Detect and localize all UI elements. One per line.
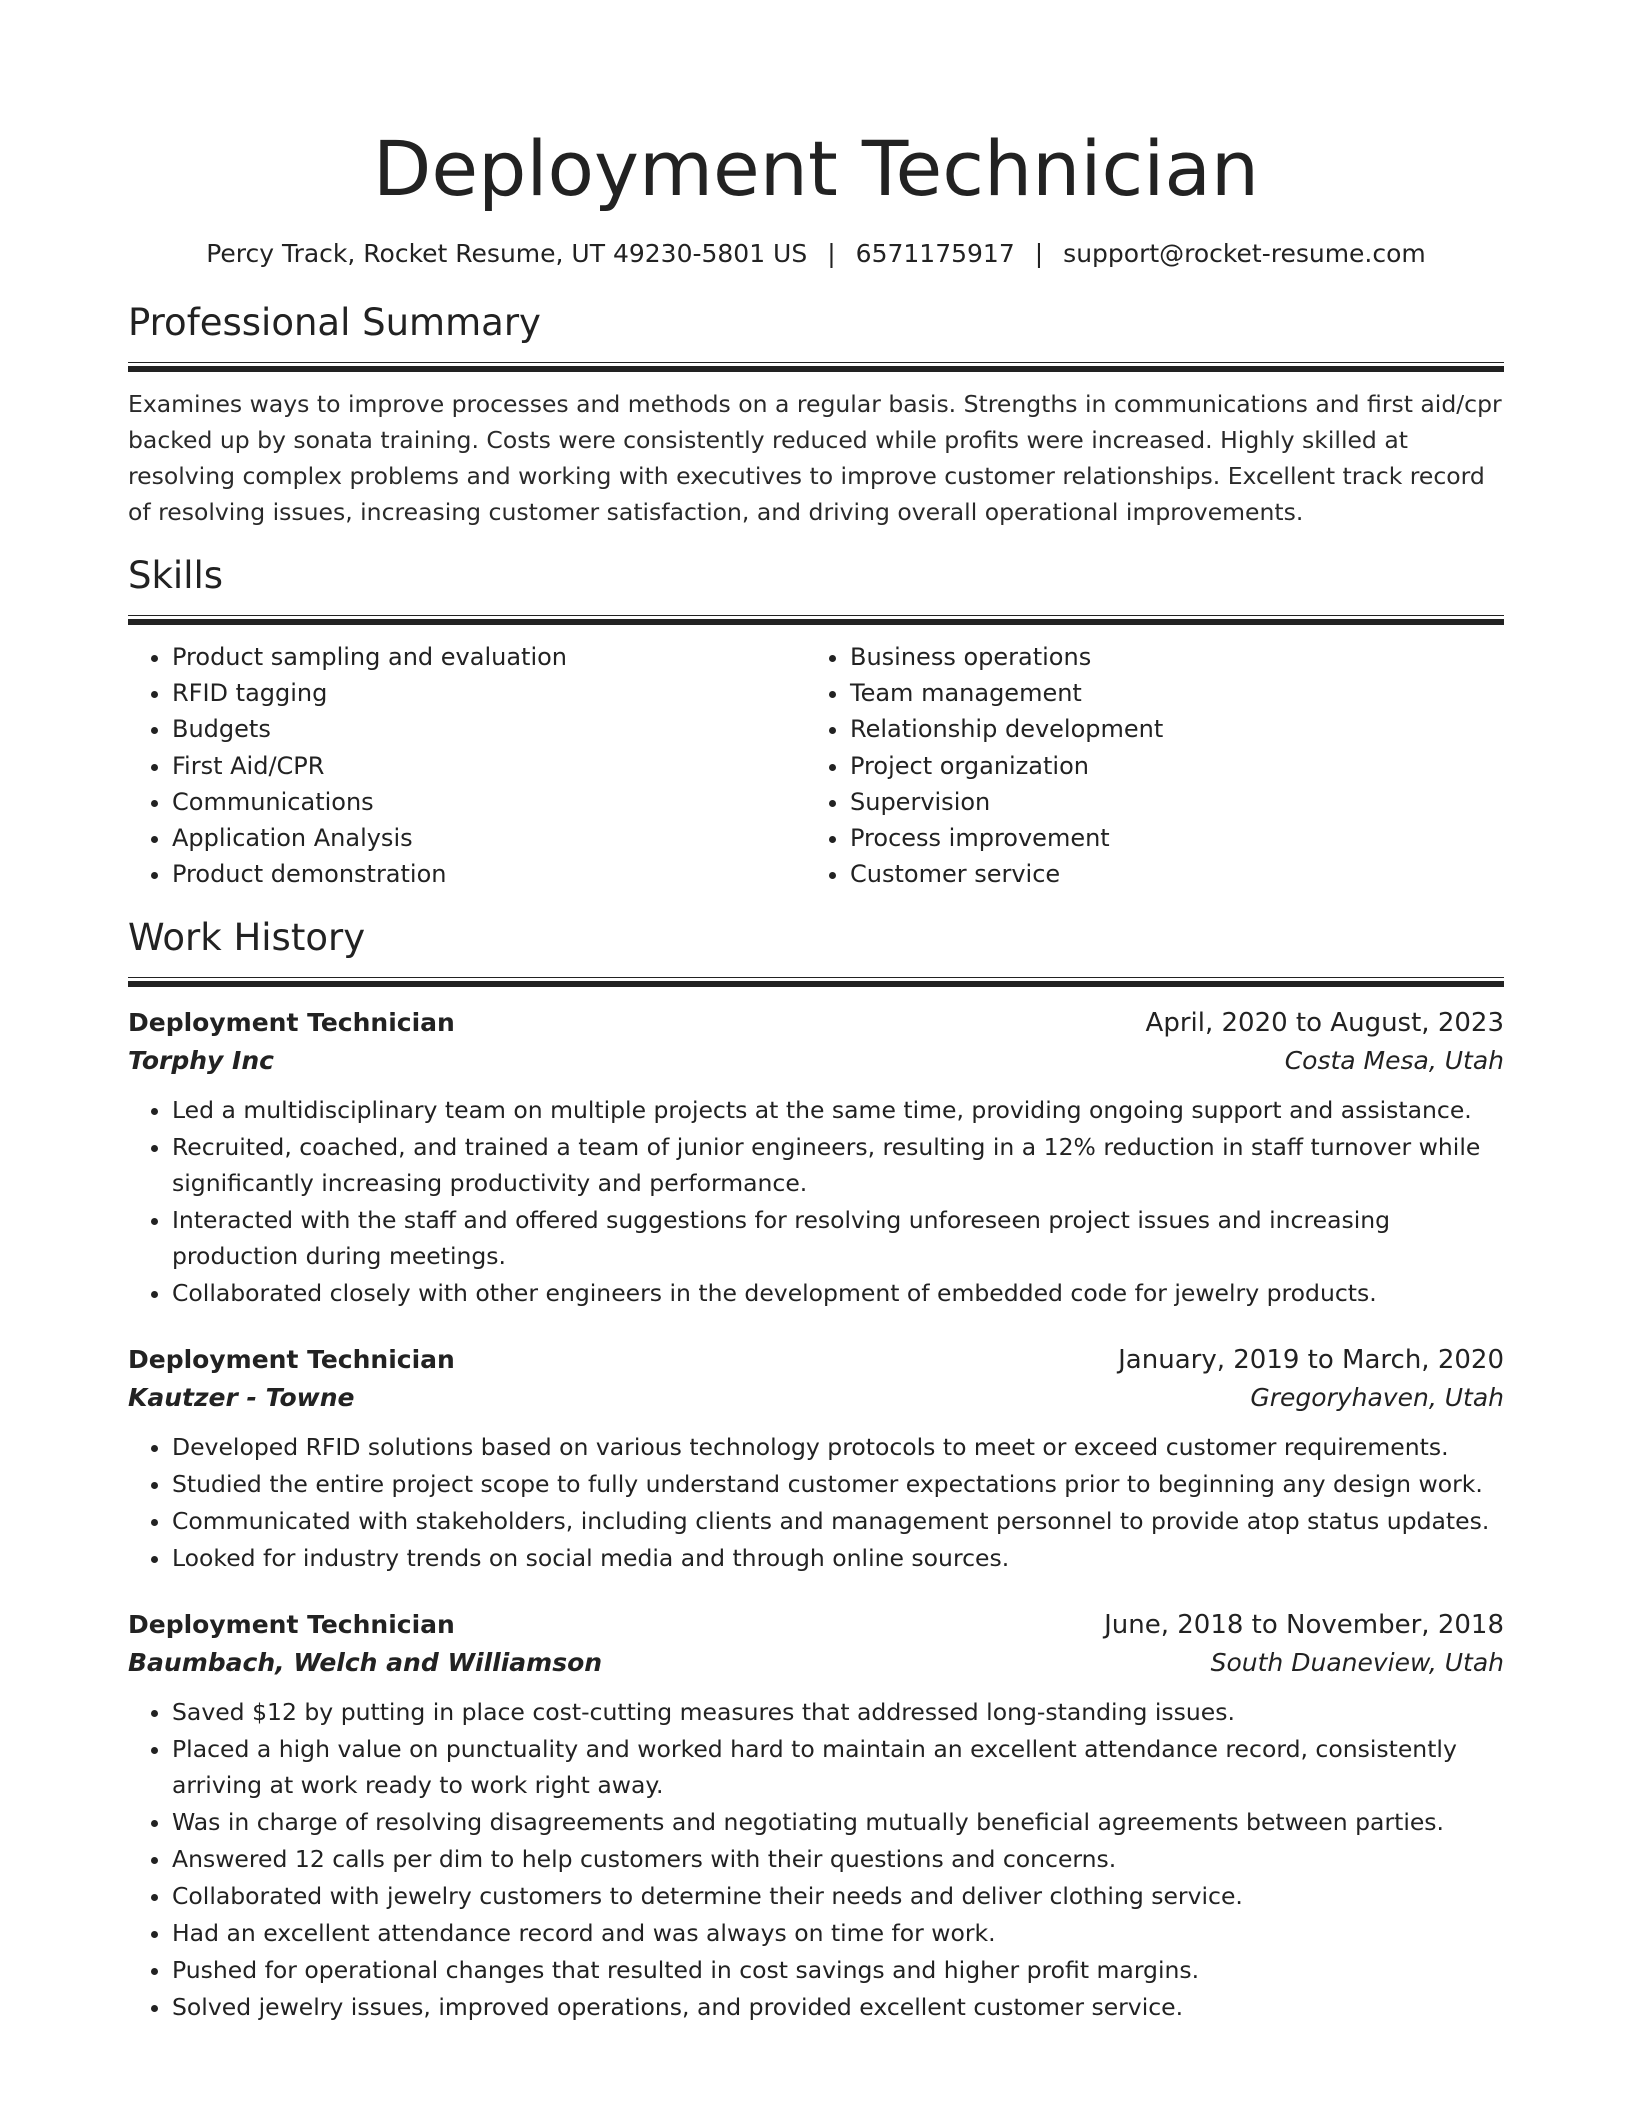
job-bullet: • Answered 12 calls per dim to help customers with their questions and concerns.: [172, 1841, 1504, 1877]
job-bullet: • Pushed for operational changes that resulted in cost savings and higher profit margins.: [172, 1952, 1504, 1988]
job-bullet: • Placed a high value on punctuality and worked hard to maintain an excellent attendance record, consistently arriving at work ready to work right away.: [172, 1731, 1504, 1803]
skills-columns: [128, 639, 1504, 892]
job-location: Costa Mesa, Utah: [1284, 1046, 1504, 1076]
job-company-row: [128, 1042, 1504, 1080]
resume-page: [128, 0, 1504, 2026]
job-bullet: • Collaborated closely with other engineers in the development of embedded code for jewelry products.: [172, 1275, 1504, 1311]
contact-separator: |: [827, 239, 836, 268]
skill-item: • Product sampling and evaluation: [172, 639, 806, 675]
job-header-row: [128, 1004, 1504, 1042]
job-company: Baumbach, Welch and Williamson: [128, 1648, 603, 1678]
job-company-row: [128, 1379, 1504, 1417]
contact-phone: 6571175917: [855, 239, 1015, 268]
contact-separator: |: [1034, 239, 1044, 268]
job-bullet: • Was in charge of resolving disagreements and negotiating mutually beneficial agreements between parties.: [172, 1804, 1504, 1840]
job-title: Deployment Technician: [128, 1345, 455, 1375]
skill-item: • Communications: [172, 784, 806, 820]
contact-email: support@rocket-resume.com: [1063, 239, 1426, 268]
section-divider: [128, 615, 1504, 625]
summary-text: Examines ways to improve processes and methods on a regular basis. Strengths in communications and first aid/cpr backed up by sonata training. Costs were consistently reduced while profits were increased. Highly skilled at resolving complex problems and working with executives to improve customer relationships. Excellent track record of resolving issues, increasing customer satisfaction, and driving overall operational improvements.: [128, 390, 1502, 526]
skill-item: • Product demonstration: [172, 856, 806, 892]
job-entry: [128, 1004, 1504, 1311]
job-title: Deployment Technician: [128, 1008, 455, 1038]
job-header-row: [128, 1606, 1504, 1644]
skills-section: [128, 552, 1504, 892]
skill-item: • Budgets: [172, 711, 806, 747]
job-company: Kautzer - Towne: [128, 1383, 355, 1413]
job-header-row: [128, 1341, 1504, 1379]
job-bullet: • Led a multidisciplinary team on multiple projects at the same time, providing ongoing support and assistance.: [172, 1092, 1504, 1128]
job-bullets: [128, 1092, 1504, 1311]
skill-item: • Business operations: [850, 639, 1484, 675]
contact-address: Percy Track, Rocket Resume, UT 49230-5801 US: [206, 239, 808, 268]
job-bullet: • Recruited, coached, and trained a team of junior engineers, resulting in a 12% reduction in staff turnover while significantly increasing productivity and performance.: [172, 1129, 1504, 1201]
job-entry: [128, 1606, 1504, 2025]
skills-heading: Skills: [128, 554, 224, 597]
job-company-row: [128, 1644, 1504, 1682]
job-bullet: • Collaborated with jewelry customers to determine their needs and deliver clothing service.: [172, 1878, 1504, 1914]
job-bullet: • Developed RFID solutions based on various technology protocols to meet or exceed customer requirements.: [172, 1429, 1504, 1465]
job-dates: April, 2020 to August, 2023: [1145, 1008, 1504, 1039]
job-bullet: • Interacted with the staff and offered suggestions for resolving unforeseen project issues and increasing production during meetings.: [172, 1202, 1504, 1274]
summary-heading: Professional Summary: [128, 301, 541, 344]
skills-left-column: [128, 639, 806, 892]
section-divider: [128, 977, 1504, 987]
contact-line: [128, 238, 1504, 270]
job-location: South Duaneview, Utah: [1210, 1648, 1504, 1678]
skill-item: • Application Analysis: [172, 820, 806, 856]
skills-right-column: [806, 639, 1484, 892]
job-bullet: • Studied the entire project scope to fully understand customer expectations prior to beginning any design work.: [172, 1466, 1504, 1502]
job-bullet: • Saved $12 by putting in place cost-cutting measures that addressed long-standing issues.: [172, 1694, 1504, 1730]
skill-item: • Process improvement: [850, 820, 1484, 856]
skill-item: • Team management: [850, 675, 1484, 711]
job-dates: January, 2019 to March, 2020: [1118, 1345, 1504, 1376]
work-history-heading: Work History: [128, 916, 366, 960]
page-title: Deployment Technician: [372, 124, 1260, 213]
job-bullet: • Looked for industry trends on social media and through online sources.: [172, 1540, 1504, 1576]
skill-item: • RFID tagging: [172, 675, 806, 711]
job-entry: [128, 1341, 1504, 1576]
job-bullets: [128, 1694, 1504, 2025]
job-bullets: [128, 1429, 1504, 1576]
job-location: Gregoryhaven, Utah: [1250, 1383, 1504, 1413]
skill-item: • Supervision: [850, 784, 1484, 820]
job-title: Deployment Technician: [128, 1610, 455, 1640]
job-company: Torphy Inc: [128, 1046, 274, 1076]
skill-item: • Project organization: [850, 748, 1484, 784]
job-bullet: • Solved jewelry issues, improved operations, and provided excellent customer service.: [172, 1989, 1504, 2025]
section-divider: [128, 362, 1504, 372]
job-bullet: • Communicated with stakeholders, including clients and management personnel to provide atop status updates.: [172, 1503, 1504, 1539]
work-history-section: [128, 914, 1504, 2025]
skill-item: • Customer service: [850, 856, 1484, 892]
skill-item: • Relationship development: [850, 711, 1484, 747]
job-dates: June, 2018 to November, 2018: [1104, 1610, 1504, 1641]
skill-item: • First Aid/CPR: [172, 748, 806, 784]
job-bullet: • Had an excellent attendance record and was always on time for work.: [172, 1915, 1504, 1951]
summary-section: [128, 299, 1504, 530]
